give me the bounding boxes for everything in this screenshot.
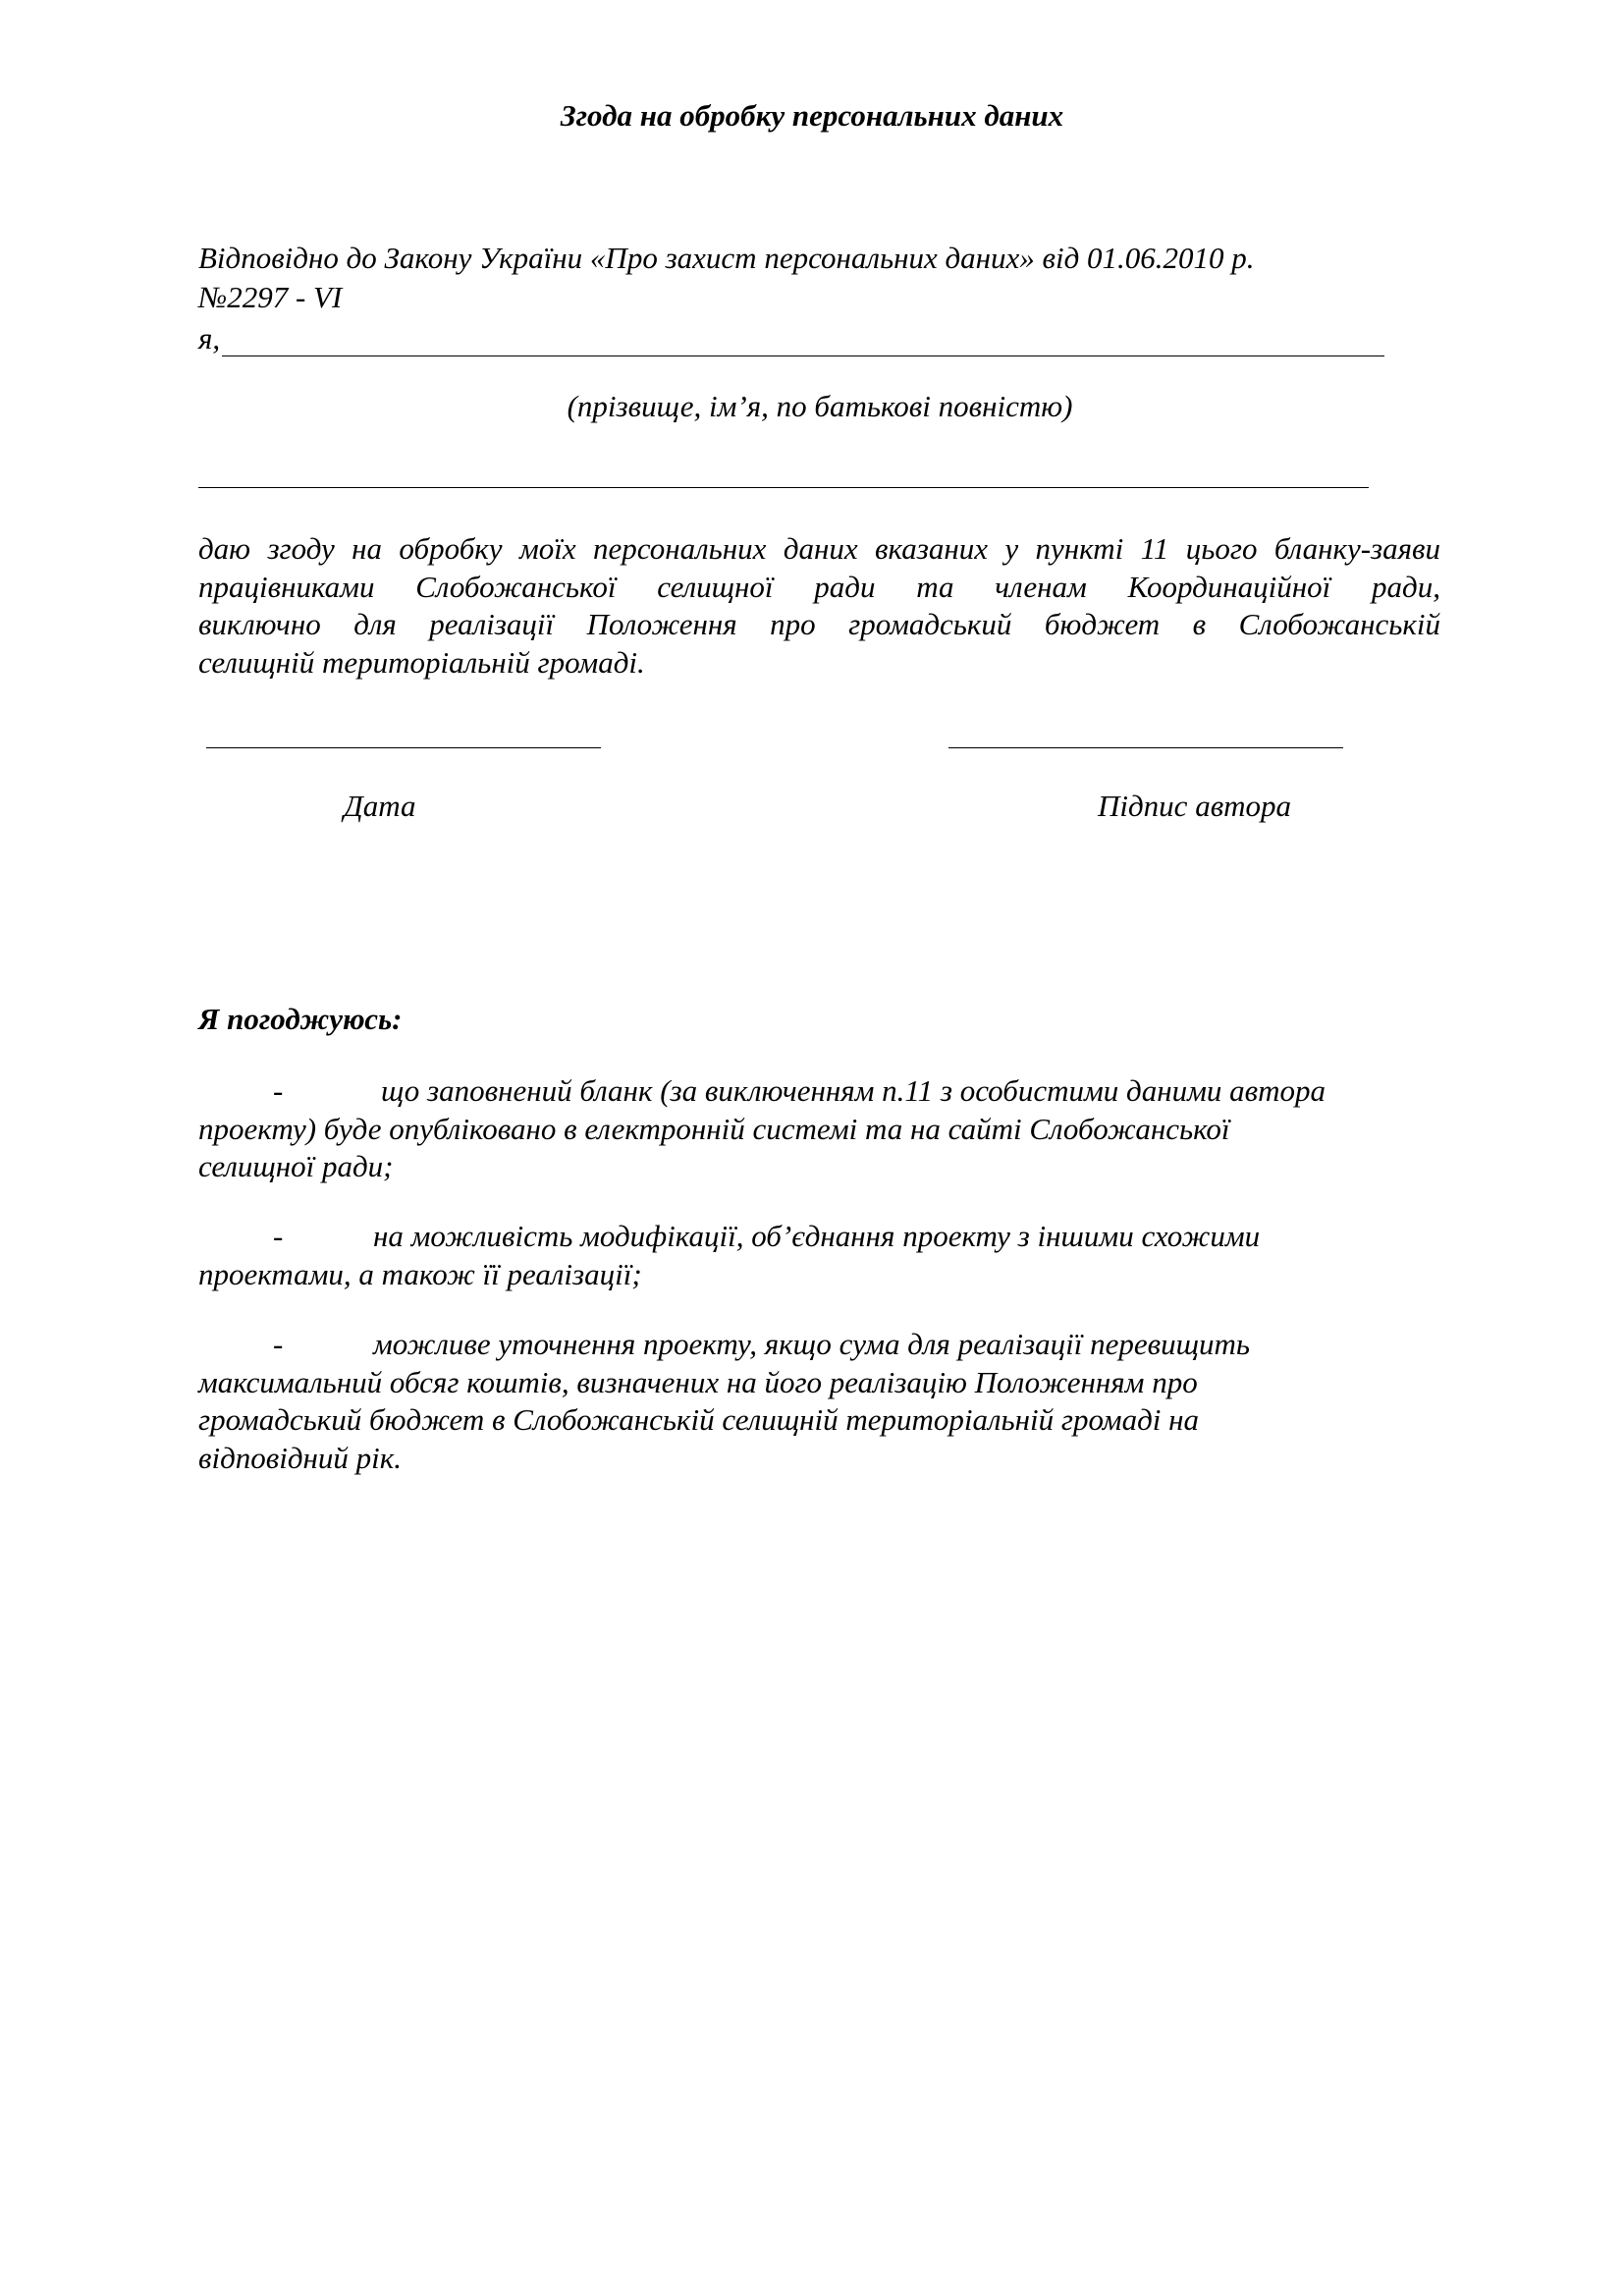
signature-label: Підпис автора: [1098, 789, 1292, 823]
date-label: Дата: [344, 789, 416, 823]
agreement-item-line: громадський бюджет в Слобожанській селищній територіальній громаді на: [198, 1402, 1199, 1437]
agreement-item: [198, 1072, 1440, 1186]
agreement-item-text: що заповнений бланк (за виключенням п.11 з особистими даними автора: [381, 1073, 1326, 1108]
agreement-item-line: [198, 1326, 1440, 1364]
agreement-item-text: на можливість модифікації, об’єднання проекту з іншими схожими: [373, 1219, 1261, 1253]
signature-blank-line[interactable]: [948, 747, 1343, 748]
full-name-caption: (прізвище, ім’я, по батькові повністю): [567, 389, 1073, 423]
consent-line: виключно для реалізації Положення про громадський бюджет в Слобожанській: [198, 607, 1440, 641]
agreement-item: [198, 1218, 1440, 1293]
date-blank-line[interactable]: [206, 747, 601, 748]
consent-line: даю згоду на обробку моїх персональних даних вказаних у пункті 11 цього бланку-заяви: [198, 531, 1440, 566]
dash-marker: -: [273, 1073, 284, 1108]
full-name-prefix: я,: [198, 321, 221, 355]
agreement-item-line: проектами, а також її реалізації;: [198, 1256, 642, 1291]
intro-text-line-1: Відповідно до Закону України «Про захист персональних даних» від 01.06.2010 р.: [198, 241, 1255, 275]
full-name-field[interactable]: [198, 321, 1384, 356]
agreement-item: [198, 1326, 1440, 1477]
agreement-item-line: відповідний рік.: [198, 1440, 402, 1475]
consent-line: селищній територіальній громаді.: [198, 644, 645, 680]
full-name-blank-line[interactable]: [222, 332, 1384, 356]
consent-paragraph: [198, 530, 1440, 682]
agreement-heading: Я погоджуюсь:: [198, 1002, 403, 1036]
agreement-item-text: можливе уточнення проекту, якщо сума для реалізації перевищить: [373, 1327, 1250, 1361]
agreement-item-line: проекту) буде опубліковано в електронній системі та на сайті Слобожанської: [198, 1111, 1230, 1146]
agreement-item-line: максимальний обсяг коштів, визначених на його реалізацію Положенням про: [198, 1364, 1198, 1399]
consent-line: працівниками Слобожанської селищної ради та членам Координаційної ради,: [198, 569, 1440, 604]
dash-marker: -: [273, 1327, 284, 1361]
document-title: Згода на обробку персональних даних: [560, 98, 1064, 133]
agreement-item-line: [198, 1072, 1440, 1111]
dash-marker: -: [273, 1219, 284, 1253]
agreement-item-line: селищної ради;: [198, 1149, 394, 1183]
agreement-item-line: [198, 1218, 1440, 1256]
full-name-continuation-line[interactable]: [198, 487, 1369, 488]
intro-text-line-2: №2297 - VI: [198, 280, 343, 314]
